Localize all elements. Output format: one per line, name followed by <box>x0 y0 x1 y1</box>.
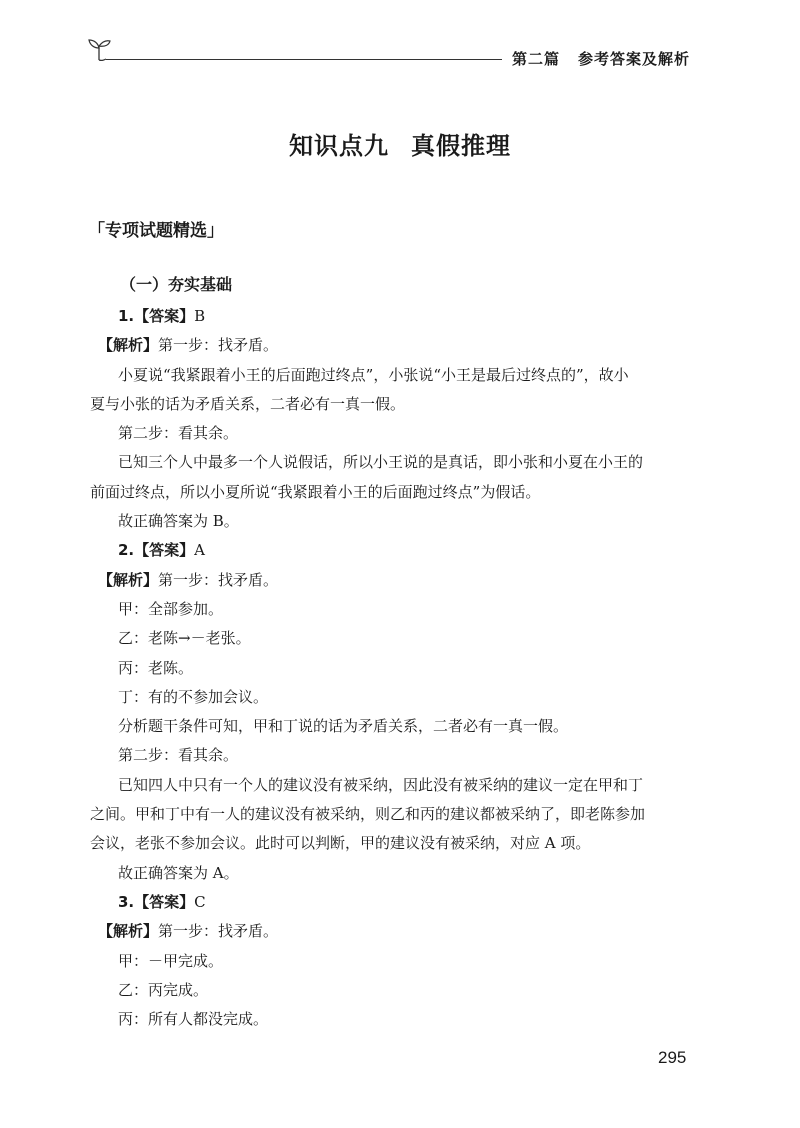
q2-p-line2: 之间。甲和丁中有一人的建议没有被采纳，则乙和丙的建议都被采纳了，即老陈参加 <box>90 805 646 824</box>
q1-step2: 第二步：看其余。 <box>118 424 239 443</box>
title-topic: 知识点九 <box>289 132 389 160</box>
answer-body <box>90 302 704 1034</box>
q1-p2-line1: 已知三个人中最多一个人说假话，所以小王说的是真话，即小张和小夏在小王的 <box>118 453 644 472</box>
header-part: 第二篇 <box>512 50 561 68</box>
q1-conclusion: 故正确答案为 B。 <box>118 512 239 531</box>
running-header <box>512 48 690 69</box>
q2-conclusion: 故正确答案为 A。 <box>118 863 239 882</box>
q2-analysis <box>98 566 704 595</box>
q3-answer-label: 3.【答案】 <box>118 892 195 911</box>
q1-analysis <box>98 331 704 360</box>
header-section: 参考答案及解析 <box>578 50 691 68</box>
q1-step1: 第一步：找矛盾。 <box>158 336 279 355</box>
q2-step1: 第一步：找矛盾。 <box>158 570 279 589</box>
q3-analysis-label: 【解析】 <box>98 922 159 941</box>
q2-ding: 丁：有的不参加会议。 <box>118 687 269 706</box>
q2-bing: 丙：老陈。 <box>118 658 194 677</box>
section-tag: 「专项试题精选」 <box>88 221 224 241</box>
q2-p-line3: 会议，老张不参加会议。此时可以判断，甲的建议没有被采纳，对应 A 项。 <box>90 834 591 853</box>
q1-answer-label: 1.【答案】 <box>118 307 195 325</box>
q1-p1-line2: 夏与小张的话为矛盾关系，二者必有一真一假。 <box>90 394 406 413</box>
page-number: 295 <box>658 1048 687 1067</box>
q3-step1: 第一步：找矛盾。 <box>158 922 279 941</box>
page-title <box>0 126 800 161</box>
q2-analysis-label: 【解析】 <box>98 570 159 589</box>
q2-yi: 乙：老陈→－老张。 <box>118 629 251 648</box>
q2-answer-label: 2.【答案】 <box>118 541 195 560</box>
q3-bing: 丙：所有人都没完成。 <box>118 1010 269 1029</box>
q1-answer-value: B <box>194 307 206 325</box>
q1-answer <box>118 302 704 331</box>
q3-jia: 甲：－甲完成。 <box>118 951 224 970</box>
subsection-heading: （一）夯实基础 <box>120 275 233 294</box>
title-name: 真假推理 <box>411 132 511 160</box>
q2-answer-value: A <box>194 541 205 560</box>
q2-p-line1: 已知四人中只有一个人的建议没有被采纳，因此没有被采纳的建议一定在甲和丁 <box>118 775 644 794</box>
q2-step2: 第二步：看其余。 <box>118 746 239 765</box>
q2-jia: 甲：全部参加。 <box>118 599 224 618</box>
q3-analysis <box>98 917 704 946</box>
q2-analysis-text: 分析题干条件可知，甲和丁说的话为矛盾关系，二者必有一真一假。 <box>118 717 569 736</box>
header-rule <box>106 59 502 60</box>
q3-yi: 乙：丙完成。 <box>118 980 209 999</box>
q1-analysis-label: 【解析】 <box>98 336 159 355</box>
q1-p1-line1: 小夏说“我紧跟着小王的后面跑过终点”，小张说“小王是最后过终点的”，故小 <box>118 365 629 384</box>
q1-p2-line2: 前面过终点，所以小夏所说“我紧跟着小王的后面跑过终点”为假话。 <box>90 482 541 501</box>
q3-answer <box>118 888 704 917</box>
q3-answer-value: C <box>194 892 206 911</box>
q2-answer <box>118 536 704 565</box>
